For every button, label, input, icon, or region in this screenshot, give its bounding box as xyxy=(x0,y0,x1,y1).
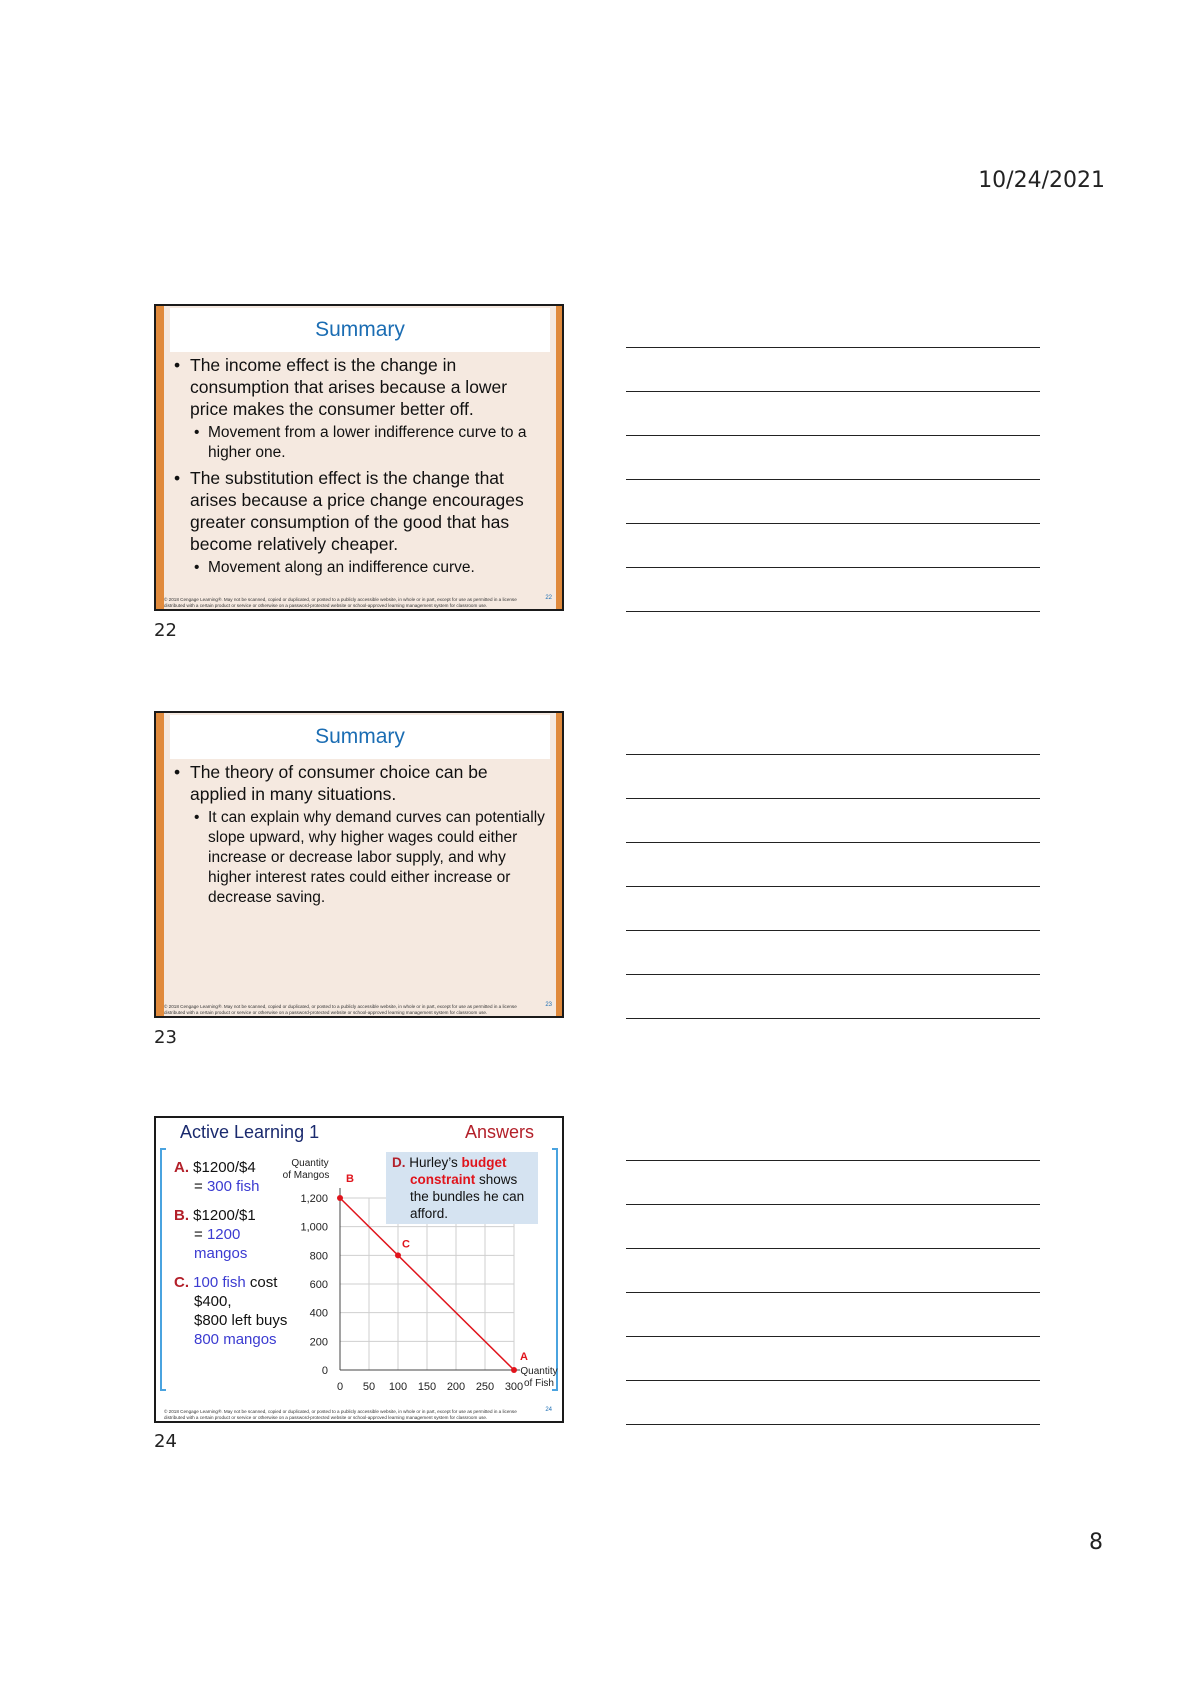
point-label-a: A xyxy=(520,1351,528,1363)
slide-body xyxy=(170,761,548,912)
x-tick-label: 50 xyxy=(362,1381,376,1393)
note-line xyxy=(626,930,1040,931)
x-tick-label: 0 xyxy=(336,1381,344,1393)
y-tick-label: 400 xyxy=(309,1307,328,1320)
copyright-notice: © 2018 Cengage Learning®. May not be scanned, copied or duplicated, or posted to a publicly accessible website, in whole or in part, except for use as permitted in a license distributed with a certain product or service or otherwise on a password-protected website or school-approved learning management system for classroom use. xyxy=(164,1004,517,1015)
point-label-c: C xyxy=(402,1238,410,1251)
y-tick-label: 1,000 xyxy=(300,1221,328,1234)
slide-body xyxy=(170,354,548,582)
note-line xyxy=(626,523,1040,524)
note-line xyxy=(626,1424,1040,1425)
slide-title: Active Learning 1 xyxy=(180,1122,320,1142)
y-tick-label: 800 xyxy=(309,1250,328,1263)
answer-b: B. $1200/$1 = 1200 mangos xyxy=(174,1207,256,1262)
page-number: 8 xyxy=(1089,1530,1103,1555)
note-line xyxy=(626,479,1040,480)
sub-bullet: • It can explain why demand curves can potentially slope upward, why higher wages could either increase or decrease labor supply, and why higher interest rates could either increase or decrease saving. xyxy=(170,808,548,908)
answers-label: Answers xyxy=(464,1122,534,1142)
bullet: • The substitution effect is the change that arises because a price change encourages greater consumption of the good that has become relatively cheaper. xyxy=(170,467,548,555)
note-line xyxy=(626,1336,1040,1337)
x-tick-label: 300 xyxy=(504,1381,524,1393)
y-tick-label: 600 xyxy=(309,1279,328,1291)
note-line xyxy=(626,798,1040,799)
slide-22 xyxy=(154,304,564,611)
note-line xyxy=(626,611,1040,612)
header-date: 10/24/2021 xyxy=(978,168,1105,193)
y-axis-label: of Mangos xyxy=(282,1170,330,1181)
note-line xyxy=(626,1292,1040,1293)
point-b xyxy=(337,1195,343,1201)
x-tick-label: 100 xyxy=(388,1381,408,1393)
bullet: • The theory of consumer choice can be applied in many situations. xyxy=(170,761,548,805)
note-line xyxy=(626,1160,1040,1161)
answer-c: C. 100 fish cost $400, $800 left buys 800 mangos xyxy=(174,1274,288,1348)
x-axis-label: Quantity xyxy=(520,1366,558,1377)
y-tick-label: 0 xyxy=(321,1365,328,1377)
note-line xyxy=(626,567,1040,568)
slide-accent-bar xyxy=(556,306,562,609)
sub-bullet: • Movement from a lower indifference curve to a higher one. xyxy=(170,423,548,463)
bullet: • The income effect is the change in consumption that arises because a lower price makes the consumer better off. xyxy=(170,354,548,420)
y-axis-label: Quantity xyxy=(291,1158,329,1169)
slide-23 xyxy=(154,711,564,1018)
slide-title: Summary xyxy=(170,308,550,352)
slide-caption: 23 xyxy=(154,1027,177,1048)
slide-number: 23 xyxy=(545,1002,552,1008)
y-tick-label: 200 xyxy=(309,1336,328,1349)
slide-accent-bar xyxy=(156,306,164,609)
copyright-notice: © 2018 Cengage Learning®. May not be scanned, copied or duplicated, or posted to a publicly accessible website, in whole or in part, except for use as permitted in a license distributed with a certain product or service or otherwise on a password-protected website or school-approved learning management system for classroom use. xyxy=(164,597,517,608)
copyright-notice: © 2018 Cengage Learning®. May not be scanned, copied or duplicated, or posted to a publicly accessible website, in whole or in part, except for use as permitted in a license distributed with a certain product or service or otherwise on a password-protected website or school-approved learning management system for classroom use. xyxy=(164,1409,517,1420)
y-tick-label: 1,200 xyxy=(300,1193,328,1205)
slide-accent-bar xyxy=(556,713,562,1016)
slide-24-active-learning xyxy=(154,1116,564,1423)
note-line xyxy=(626,391,1040,392)
slide-number: 24 xyxy=(545,1407,552,1413)
note-line xyxy=(626,974,1040,975)
note-line xyxy=(626,886,1040,887)
point-a xyxy=(511,1367,517,1373)
slide-title: Summary xyxy=(170,715,550,759)
note-line xyxy=(626,1018,1040,1019)
x-tick-label: 250 xyxy=(475,1381,495,1393)
note-line xyxy=(626,1380,1040,1381)
note-line xyxy=(626,842,1040,843)
x-axis-label: of Fish xyxy=(523,1378,555,1389)
note-line xyxy=(626,1248,1040,1249)
sub-bullet: • Movement along an indifference curve. xyxy=(170,558,548,578)
answer-a: A. $1200/$4 = 300 fish xyxy=(174,1159,260,1195)
slide-caption: 22 xyxy=(154,620,177,641)
note-line xyxy=(626,1204,1040,1205)
slide-accent-bar xyxy=(156,713,164,1016)
note-line xyxy=(626,754,1040,755)
point-c xyxy=(395,1252,401,1258)
note-line xyxy=(626,347,1040,348)
x-tick-label: 200 xyxy=(446,1381,466,1393)
note-line xyxy=(626,435,1040,436)
x-tick-label: 150 xyxy=(417,1381,437,1393)
slide-caption: 24 xyxy=(154,1431,177,1452)
point-label-b: B xyxy=(346,1173,354,1185)
slide-number: 22 xyxy=(545,595,552,601)
answer-d-box: D. Hurley’s budget constraint shows the bundles he can afford. xyxy=(386,1152,538,1224)
